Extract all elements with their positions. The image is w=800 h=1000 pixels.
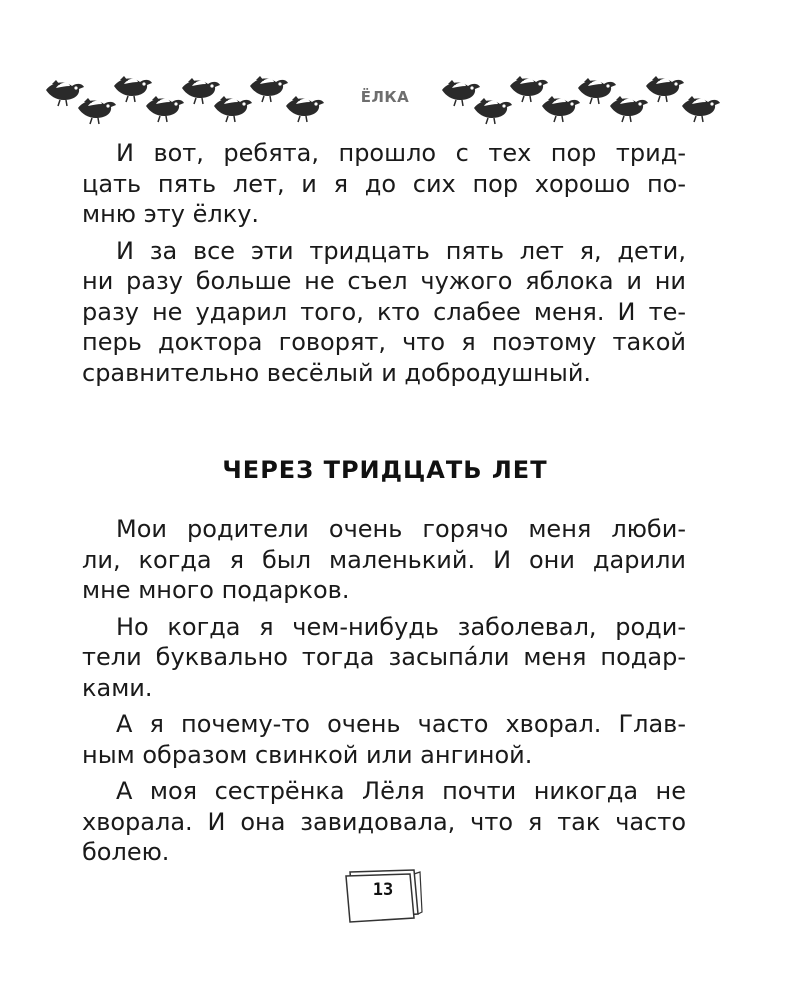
running-title: ЁЛКА — [360, 88, 410, 106]
paragraph — [82, 612, 686, 704]
text-line: тели буквально тогда засыпáли меня подар- — [82, 643, 686, 671]
bird-icon — [510, 76, 548, 102]
bird-icon — [578, 78, 616, 104]
paragraph — [82, 776, 686, 868]
text-line: ками. — [82, 673, 153, 702]
text-line: ным образом свинкой или ангиной. — [82, 740, 533, 769]
text-line: А я почему-то очень часто хворал. Глав- — [116, 710, 686, 738]
bird-icon — [250, 76, 288, 102]
bird-icon — [78, 98, 116, 124]
text-line: Но когда я чем-нибудь заболевал, роди- — [116, 612, 686, 641]
bird-icon — [214, 96, 252, 122]
text-line: сравнительно весёлый и добродушный. — [82, 358, 592, 387]
bird-icon — [46, 80, 84, 106]
text-line: болею. — [82, 838, 170, 866]
text-line: мню эту ёлку. — [82, 200, 260, 228]
bird-icon — [610, 96, 648, 122]
text-line: ни разу больше не съел чужого яблока и ни — [82, 267, 686, 295]
paragraph — [82, 236, 686, 389]
text-line: мне много подарков. — [82, 576, 350, 604]
text-line: ли, когда я был маленький. И они дарили — [82, 545, 686, 574]
text-line: И за все эти тридцать пять лет я, дети, — [116, 236, 686, 265]
bird-icon — [146, 96, 184, 122]
chapter-title: ЧЕРЕЗ ТРИДЦАТЬ ЛЕТ — [222, 456, 548, 484]
birds-ornament-icon — [438, 68, 728, 130]
bird-icon — [474, 98, 512, 124]
text-line: цать пять лет, и я до сих пор хорошо по- — [82, 169, 686, 198]
text-line: И вот, ребята, прошло с тех пор трид- — [116, 139, 686, 167]
text-line: перь доктора говорят, что я поэтому такой — [82, 328, 686, 356]
bird-icon — [182, 78, 220, 104]
birds-ornament-icon — [42, 68, 332, 130]
text-line: разу не ударил того, кто слабее меня. И те- — [82, 297, 686, 326]
paragraph — [82, 138, 686, 230]
page-number: 13 — [372, 880, 394, 900]
bird-icon — [286, 96, 324, 122]
page-header — [0, 68, 800, 130]
bird-icon — [646, 76, 684, 102]
text-section-2 — [82, 514, 686, 868]
text-line: хворала. И она завидовала, что я так часто — [82, 807, 686, 836]
bird-icon — [682, 96, 720, 122]
text-section-1 — [82, 138, 686, 388]
paragraph — [82, 709, 686, 770]
paragraph — [82, 514, 686, 606]
text-line: А моя сестрёнка Лёля почти никогда не — [116, 777, 686, 805]
page-number-badge — [340, 866, 426, 924]
text-line: Мои родители очень горячо меня люби- — [116, 515, 686, 543]
bird-icon — [542, 96, 580, 122]
bird-icon — [442, 80, 480, 106]
bird-icon — [114, 76, 152, 102]
